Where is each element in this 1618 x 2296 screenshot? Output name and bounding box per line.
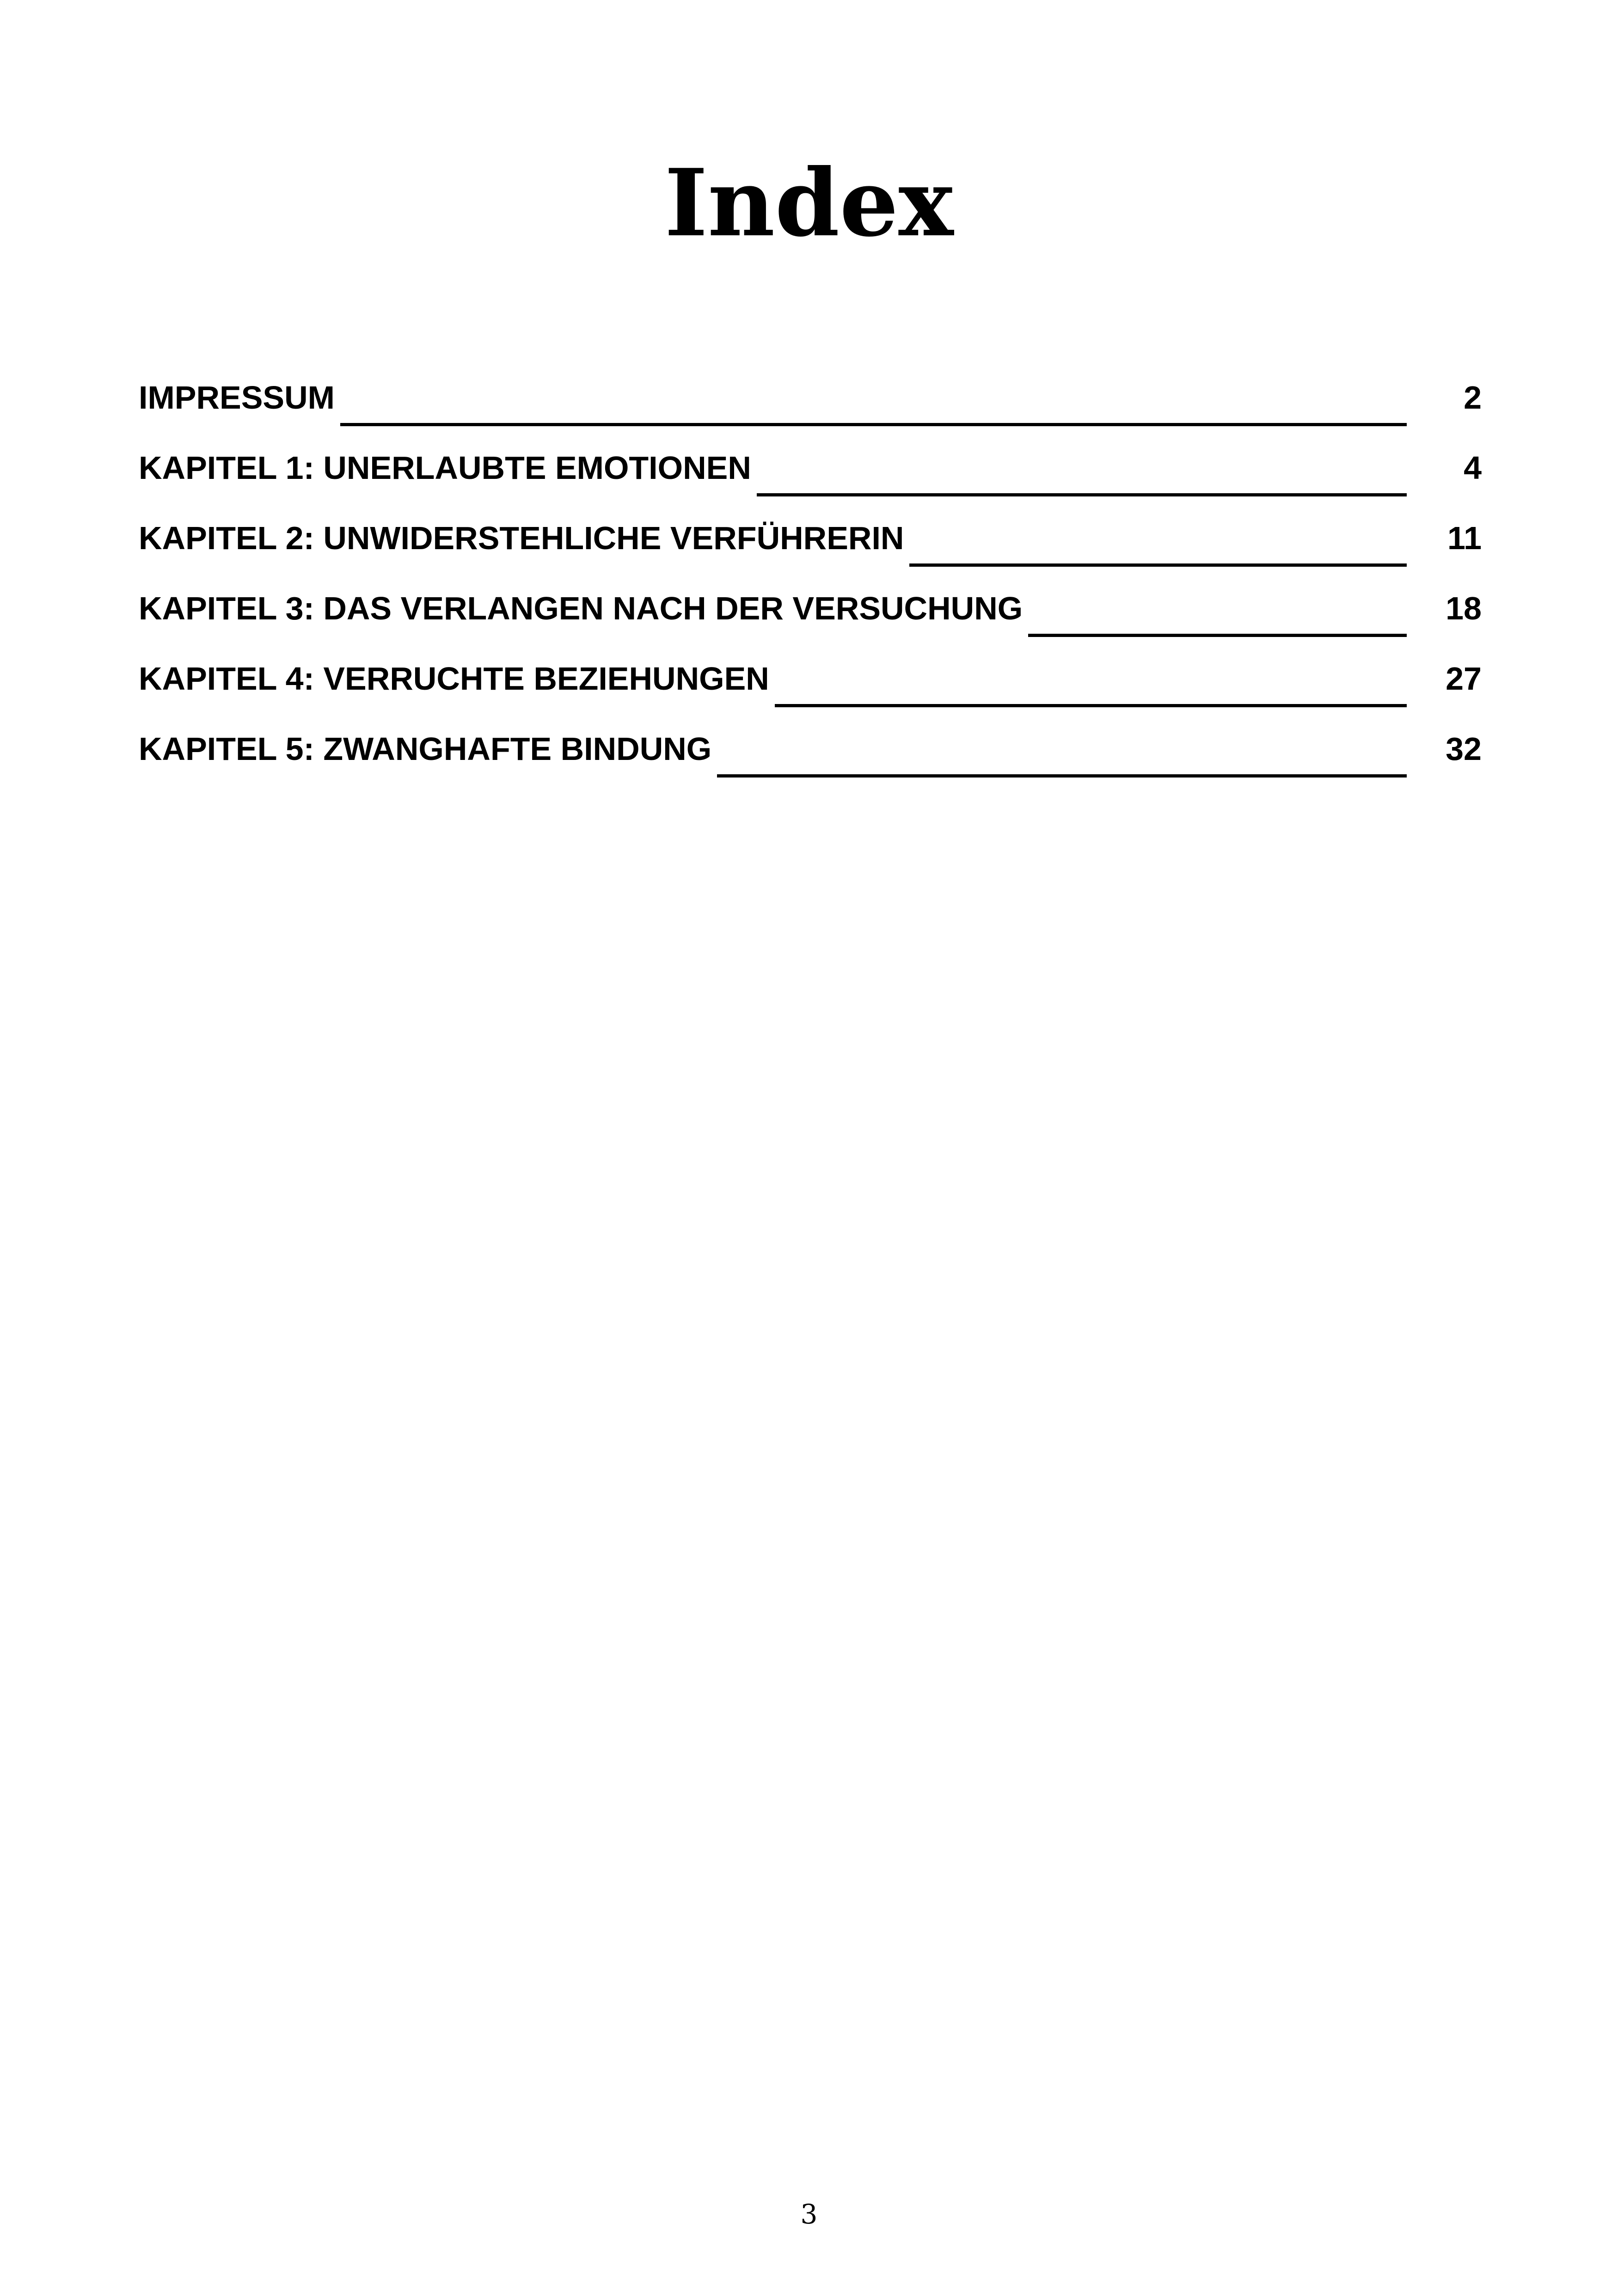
toc-entry-kapitel-4[interactable] bbox=[139, 655, 1482, 726]
toc-entry-label: KAPITEL 1: UNERLAUBTE EMOTIONEN bbox=[139, 450, 751, 486]
toc-entry-page: 2 bbox=[1464, 380, 1482, 416]
toc-entry-label: KAPITEL 4: VERRUCHTE BEZIEHUNGEN bbox=[139, 661, 769, 697]
toc-entry-label: IMPRESSUM bbox=[139, 380, 335, 416]
toc-entry-page: 4 bbox=[1464, 450, 1482, 486]
toc-leader-line bbox=[757, 493, 1407, 496]
page-title: Index bbox=[664, 149, 954, 257]
toc-entry-impressum[interactable] bbox=[139, 374, 1482, 445]
toc-leader-line bbox=[775, 704, 1407, 707]
toc-entry-label: KAPITEL 5: ZWANGHAFTE BINDUNG bbox=[139, 731, 712, 767]
toc-entry-label: KAPITEL 2: UNWIDERSTEHLICHE VERFÜHRERIN bbox=[139, 520, 904, 556]
toc-leader-line bbox=[909, 563, 1407, 567]
toc-entry-kapitel-1[interactable] bbox=[139, 445, 1482, 515]
toc-entry-page: 32 bbox=[1446, 731, 1482, 767]
toc-entry-page: 18 bbox=[1446, 590, 1482, 626]
toc-entry-page: 27 bbox=[1446, 661, 1482, 697]
toc-entry-label: KAPITEL 3: DAS VERLANGEN NACH DER VERSUCHUNG bbox=[139, 590, 1023, 626]
toc-entry-kapitel-5[interactable] bbox=[139, 726, 1482, 796]
toc-entry-kapitel-3[interactable] bbox=[139, 585, 1482, 655]
toc-leader-line bbox=[717, 774, 1407, 778]
toc-leader-line bbox=[1028, 634, 1407, 637]
table-of-contents bbox=[139, 374, 1482, 796]
page-number: 3 bbox=[800, 2198, 818, 2230]
toc-entry-page: 11 bbox=[1447, 520, 1482, 556]
toc-leader-line bbox=[340, 423, 1407, 426]
toc-entry-kapitel-2[interactable] bbox=[139, 515, 1482, 585]
